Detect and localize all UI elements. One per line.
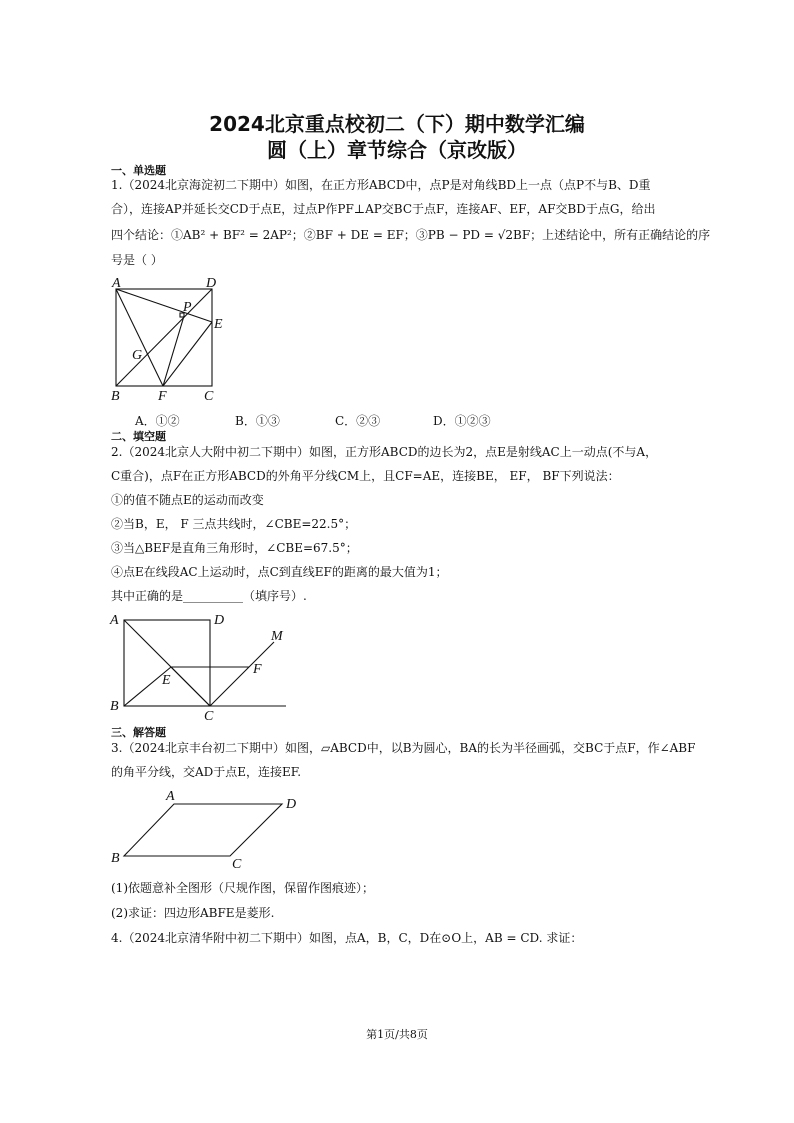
q1-segment-af	[116, 289, 163, 386]
q1-label-p: P	[183, 300, 192, 315]
q3-figure	[108, 786, 308, 870]
q2-label-f: F	[253, 662, 262, 677]
page-number: 第1页/共8页	[366, 1028, 428, 1041]
q3-parallelogram	[124, 804, 282, 856]
q1-label-f: F	[158, 389, 167, 404]
q2-text-line-2: C重合)，点F在正方形ABCD的外角平分线CM上，且CF=AE，连接BE， EF， BF下列说法：	[111, 469, 620, 483]
q1-segment-ae	[116, 289, 212, 322]
q1-label-a: A	[112, 276, 121, 291]
q1-option-d[interactable]: D．①②③	[433, 414, 491, 428]
q1-text-line-2: 合），连接AP并延长交CD于点E，过点P作PF⊥AP交BC于点F，连接AF、EF，AF交BD于点G，给出	[111, 202, 656, 216]
q1-text-line-3: 四个结论：①AB² + BF² = 2AP²；②BF + DE = EF；③PB − PD = √2BF；上述结论中，所有正确结论的序	[111, 228, 711, 242]
q1-label-d: D	[206, 276, 217, 291]
q4-text-line-1: 4.（2024北京清华附中初二下期中）如图，点A，B，C，D在⊙O上，AB = CD. 求证：	[111, 931, 583, 945]
q3-text-line-1: 3.（2024北京丰台初二下期中）如图，▱ABCD中，以B为圆心，BA的长为半径画弧，交BC于点F，作∠ABF	[111, 741, 696, 755]
q2-text-line-1: 2.（2024北京人大附中初二下期中）如图，正方形ABCD的边长为2，点E是射线AC上一动点(不与A，	[111, 445, 658, 459]
q2-statement-3: ③当△BEF是直角三角形时，∠CBE=67.5°；	[111, 541, 358, 555]
q2-figure	[108, 610, 298, 722]
q2-bisector-cm	[210, 642, 274, 706]
page-title: 2024北京重点校初二（下）期中数学汇编	[209, 112, 585, 136]
q1-text-line-1: 1.（2024北京海淀初二下期中）如图，在正方形ABCD中，点P是对角线BD上一点（点P不与B、D重	[111, 178, 651, 192]
q1-label-e: E	[214, 317, 223, 332]
section-heading-fill-blank: 二、填空题	[111, 430, 166, 443]
q2-label-a: A	[110, 613, 119, 628]
q1-text-line-4: 号是（ ）	[111, 253, 163, 267]
q3-label-d: D	[286, 797, 297, 812]
q3-label-c: C	[232, 857, 242, 872]
q1-option-c[interactable]: C．②③	[335, 414, 381, 428]
q3-text-line-2: 的角平分线，交AD于点E，连接EF.	[111, 765, 302, 779]
q3-subquestion-2: (2)求证：四边形ABFE是菱形.	[111, 906, 275, 920]
q3-label-a: A	[166, 789, 175, 804]
q2-segment-ce	[171, 667, 210, 706]
q2-label-c: C	[204, 709, 214, 724]
q2-statement-1: ①的值不随点E的运动而改变	[111, 493, 264, 507]
q1-option-b[interactable]: B．①③	[235, 414, 280, 428]
page-subtitle: 圆（上）章节综合（京改版）	[267, 138, 527, 162]
q3-label-b: B	[111, 851, 120, 866]
section-heading-single-choice: 一、单选题	[111, 164, 166, 177]
q1-figure	[108, 276, 228, 404]
q1-label-g: G	[132, 348, 143, 363]
q2-label-b: B	[110, 699, 119, 714]
q2-statement-4: ④点E在线段AC上运动时，点C到直线EF的距离的最大值为1；	[111, 565, 448, 579]
section-heading-solution: 三、解答题	[111, 726, 166, 739]
q3-subquestion-1: (1)依题意补全图形（尺规作图，保留作图痕迹）；	[111, 881, 374, 895]
q2-label-d: D	[214, 613, 225, 628]
q1-segment-pf	[163, 316, 184, 386]
q1-option-a[interactable]: A．①②	[135, 414, 180, 428]
q2-statement-2: ②当B，E， F 三点共线时，∠CBE=22.5°；	[111, 517, 357, 531]
q1-diagonal-bd	[116, 289, 212, 386]
q2-answer-line: 其中正确的是__________（填序号）.	[111, 589, 307, 603]
q1-label-c: C	[204, 389, 214, 404]
q1-label-b: B	[111, 389, 120, 404]
q2-label-e: E	[162, 673, 171, 688]
q2-label-m: M	[271, 629, 283, 644]
